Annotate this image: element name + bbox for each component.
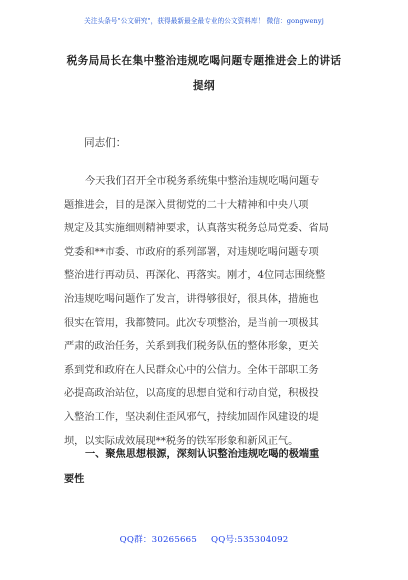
footer-qq-group: QQ群：30265665: [119, 535, 198, 545]
footer-contact: [0, 533, 408, 545]
document-title-line: 税务局局长在集中整治违规吃喝问题专题推进会上的讲话: [66, 55, 342, 67]
paragraph-line: 党委和**市委、市政府的系列部署，对违规吃喝问题专项: [64, 246, 319, 258]
footer-qq-number: QQ号:535304092: [211, 535, 289, 545]
paragraph-line: 必提高政治站位，以高度的思想自觉和行动自觉，积极投: [64, 388, 319, 400]
document-title-line: 提纲: [193, 80, 215, 92]
header-banner: 关注头条号"公文研究"，获得最新最全最专业的公文资料库！ 微信：gongwenyj: [84, 17, 324, 25]
paragraph-line: 很实在管用，我都赞同。此次专项整治，是当前一项极其: [64, 317, 319, 329]
paragraph-line: 规定及其实施细则精神要求，认真落实税务总局党委、省局: [64, 223, 329, 235]
paragraph-line: 整治进行再动员、再深化、再落实。刚才，4位同志围绕整: [64, 270, 326, 282]
salutation: 同志们：: [84, 137, 127, 149]
section-heading-line: 一、聚焦思想根源，深刻认识整治违规吃喝的极端重: [85, 448, 320, 460]
paragraph-line: 严肃的政治任务，关系到我们税务队伍的整体形象，更关: [64, 341, 319, 353]
paragraph-line: 坝，以实际成效展现**税务的铁军形象和新风正气。: [64, 435, 299, 447]
paragraph-line: 入整治工作，坚决刹住歪风邪气，持续加固作风建设的堤: [64, 411, 319, 423]
paragraph-line: 系到党和政府在人民群众心中的公信力。全体干部职工务: [64, 364, 319, 376]
paragraph-line: 题推进会，目的是深入贯彻党的二十大精神和中央八项: [64, 199, 309, 211]
section-heading: [64, 442, 344, 492]
paragraph-line: 治违规吃喝问题作了发言，讲得够很好，很具体，措施也: [64, 293, 319, 305]
section-heading-line: 要性: [64, 473, 85, 485]
document-title: [36, 49, 372, 99]
paragraph-line: 今天我们召开全市税务系统集中整治违规吃喝问题专: [85, 176, 320, 187]
body-paragraph: [64, 170, 344, 453]
